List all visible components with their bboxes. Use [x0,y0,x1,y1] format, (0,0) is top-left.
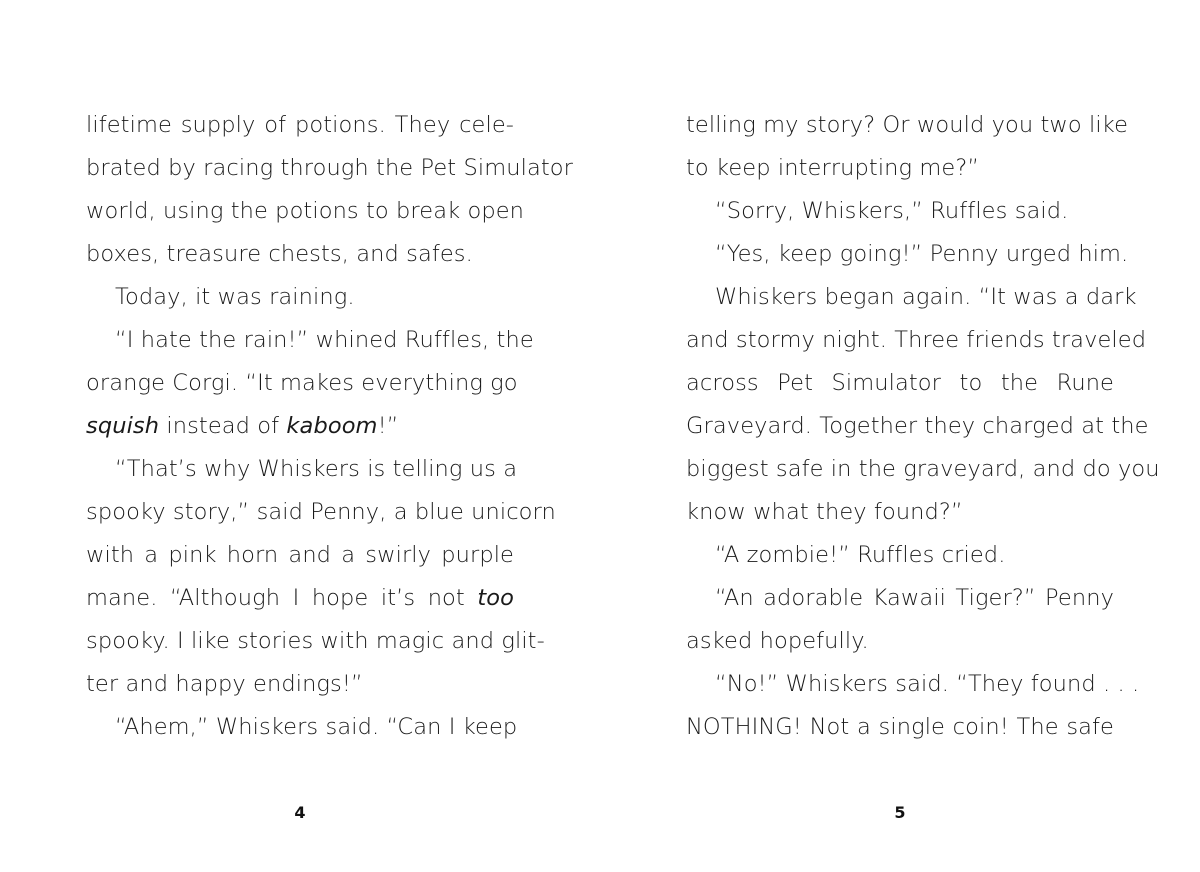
text-line: world, using the potions to break open [86,198,525,224]
text-line: Whiskers began again. “It was a dark [715,284,1137,310]
italic-text: kaboom [286,413,378,439]
text-line: brated by racing through the Pet Simulator [86,155,573,181]
text-segment: !” [377,413,399,439]
text-line: telling my story? Or would you two like [686,112,1129,138]
text-line: asked hopefully. [686,628,869,654]
text-line: “Sorry, Whiskers,” Ruffles said. [715,198,1069,224]
text-line: lifetime supply of potions. They cele- [86,112,514,138]
left-page-number: 4 [294,803,306,822]
text-line: “That’s why Whiskers is telling us a [115,456,518,482]
text-line: spooky. I like stories with magic and glit- [86,628,545,654]
text-line: Today, it was raining. [115,284,355,310]
text-line: and stormy night. Three friends traveled [686,327,1147,353]
text-line: NOTHING! Not a single coin! The safe [686,714,1114,740]
left-page-text [86,104,573,749]
text-line: “Ahem,” Whiskers said. “Can I keep [115,714,518,740]
text-line: ter and happy endings!” [86,671,363,697]
right-page-text [686,104,1160,749]
text-line: biggest safe in the graveyard, and do you [686,456,1160,482]
text-line: across Pet Simulator to the Rune [686,370,1114,396]
text-line: boxes, treasure chests, and safes. [86,241,473,267]
text-line: spooky story,” said Penny, a blue unicorn [86,499,556,525]
right-page-number: 5 [894,803,906,822]
text-line: “Yes, keep going!” Penny urged him. [715,241,1129,267]
text-line [86,405,514,448]
text-line: know what they found?” [686,499,963,525]
text-line: orange Corgi. “It makes everything go [86,370,518,396]
italic-text: too [477,585,514,611]
text-segment: mane. “Although I hope it’s not [86,585,478,611]
text-line: with a pink horn and a swirly purple [86,542,514,568]
text-line: to keep interrupting me?” [686,155,980,181]
text-line: “No!” Whiskers said. “They found . . . [715,671,1140,697]
text-line: Graveyard. Together they charged at the [686,413,1149,439]
text-line: “A zombie!” Ruffles cried. [715,542,1006,568]
text-line: “I hate the rain!” whined Ruffles, the [115,327,534,353]
text-segment: instead of [159,413,287,439]
italic-text: squish [86,413,160,439]
text-line: “An adorable Kawaii Tiger?” Penny [715,585,1114,611]
text-line [86,577,514,620]
